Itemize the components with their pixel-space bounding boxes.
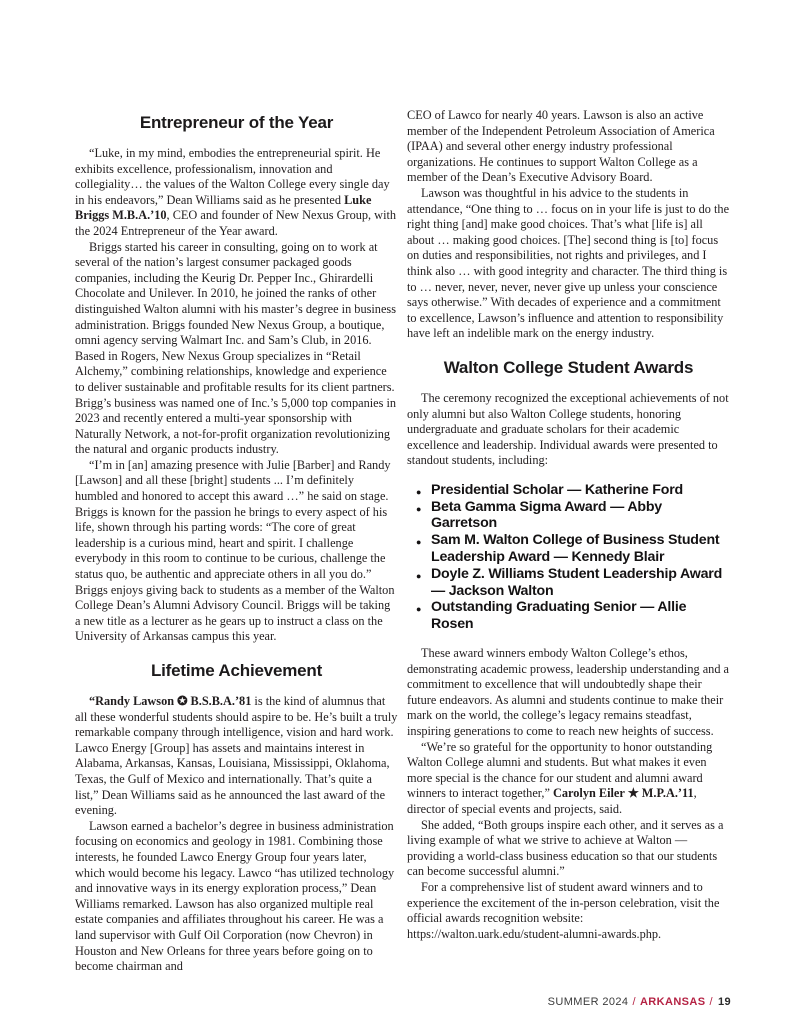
paragraph (407, 391, 730, 469)
text-run: Lawson earned a bachelor’s degree in business administration focusing on economics and geology in 1981. Combining those interests, he founded Lawco Energy Group four years later, which would become his legacy. Lawco “has utilized technology and innovative ways in its energy exploration process,” Dean Williams remarked. Lawson has also organized multiple real estate companies and affiliates throughout his career. He was a land supervisor with Gulf Oil Corporation (now Chevron) in Houston and New Orleans for three years before going on to become chairman and (75, 818, 395, 974)
paragraph (407, 186, 730, 342)
text-run: The ceremony recognized the exceptional achievements of not only alumni but also Walton College students, honoring undergraduate and graduate scholars for their academic excellence and leadership. Individual awards were presented to standout students, including: (407, 390, 729, 468)
paragraph (75, 694, 398, 819)
text-run: “I’m in [an] amazing presence with Julie [Barber] and Randy [Lawson] and all these [bright] students ... I’m definitely humbled and honored to accept this award …” he said on stage. Briggs is known for the passion he brings to every aspect of his life, shown through his parting words: “The core of great leadership is a curious mind, heart and spirit. I challenge everybody in this room to continue to be curious, challenge the status quo, be authentic and appreciate others in all you do.” Briggs enjoys giving back to students as a member of the Walton College Dean’s Alumni Advisory Council. Briggs will be taking a new title as a lecturer as he gears up to instruct a class on the University of Arkansas campus this year. (75, 457, 395, 644)
text-run: B.S.B.A.’81 (187, 694, 252, 708)
text-run: “We’re so grateful for the opportunity to honor outstanding Walton College alumni and students. But what makes it even more special is the chance for our student and alumni award winners to interact together,” (407, 739, 713, 801)
column-right (407, 108, 730, 975)
text-run: “Randy Lawson (89, 694, 178, 708)
paragraph (407, 740, 730, 818)
award-list-item: ● Beta Gamma Sigma Award — Abby Garretson (431, 499, 730, 533)
paragraph (407, 818, 730, 880)
footer-page-number: 19 (717, 996, 731, 1008)
column-left (75, 108, 398, 975)
award-list-item: ● Doyle Z. Williams Student Leadership Award — Jackson Walton (431, 566, 730, 600)
footer-separator: / (632, 996, 636, 1008)
award-list-item: ● Presidential Scholar — Katherine Ford (431, 482, 730, 499)
circled-star-icon: ✪ (177, 694, 188, 708)
paragraph (75, 458, 398, 645)
footer-magazine-title: ARKANSAS (639, 996, 706, 1008)
section-heading: Lifetime Achievement (150, 661, 323, 680)
award-list (407, 482, 730, 633)
award-list-item: ● Outstanding Graduating Senior — Allie Rosen (431, 599, 730, 633)
paragraph (75, 819, 398, 975)
section-heading: Entrepreneur of the Year (139, 113, 334, 132)
paragraph (75, 240, 398, 458)
text-run: Lawson was thoughtful in his advice to the students in attendance, “One thing to … focus on in your life is just to do the right thing [and] make good choices. That’s what [life is] all about … making good choices. [The] second thing is [to] focus on duties and responsibilities, not rights and privileges, and I think also … with good integrity and character. The third thing is to … never, never, never, never give up unless your conscience says otherwise.” With decades of experience and a commitment to excellence, Lawson’s influence and attention to responsibility have left an indelible mark on the energy industry. (407, 185, 730, 341)
magazine-page-body (75, 108, 730, 975)
text-run: Briggs started his career in consulting, going on to work at several of the nation’s largest consumer packaged goods companies, including the Keurig Dr. Pepper Inc., Ghirardelli Chocolate and Unilever. In 2010, he joined the ranks of other distinguished Walton alumni with his master’s degree in business administration. Briggs founded New Nexus Group, a boutique, omni agency serving Walmart Inc. and Sam’s Club, in 2016. Based in Rogers, New Nexus Group specializes in “Retail Alchemy,” combining relationships, knowledge and experience to deliver sustainable and profitable results for its client partners. Brigg’s business was named one of Inc.’s 5,000 top companies in 2023 and recently entered a multi-year sponsorship with Naturally Network, a not-for-profit organization revolutionizing the natural and organic products industry. (75, 239, 397, 457)
text-run: Luke Briggs M.B.A.’10 (75, 192, 372, 223)
text-run: For a comprehensive list of student award winners and to experience the excitement of the in-person celebration, visit the official awards recognition website: https://walton.uark.edu/student-alumni-awards.php. (407, 879, 720, 941)
text-run: These award winners embody Walton College’s ethos, demonstrating academic prowess, leadership understanding and a commitment to excellence that will undoubtedly shape their future endeavors. As alumni and students continue to make their mark on the world, the college’s legacy remains steadfast, inspiring generations to come to reach new heights of success. (407, 646, 730, 739)
star-icon: ★ (627, 786, 639, 801)
footer-issue: SUMMER 2024 (547, 996, 629, 1008)
text-run: She added, “Both groups inspire each other, and it serves as a living example of what we strive to achieve at Walton — providing a world-class business education so that our students can become successful alumni.” (407, 817, 724, 879)
page-footer (548, 996, 731, 1008)
text-run: M.P.A.’11 (638, 786, 694, 801)
text-run: , director of special events and projects, said. (407, 786, 697, 816)
paragraph (407, 108, 730, 186)
paragraph (75, 146, 398, 240)
text-run: Carolyn Eiler (553, 786, 628, 801)
award-list-item: ● Sam M. Walton College of Business Student Leadership Award — Kennedy Blair (431, 532, 730, 566)
paragraph (407, 646, 730, 740)
paragraph (407, 880, 730, 942)
text-run: “Luke, in my mind, embodies the entrepreneurial spirit. He exhibits excellence, professionalism, innovation and collegiality… the values of the Walton College every single day in his endeavors,” Dean Williams said as he presented (75, 146, 390, 207)
footer-separator: / (709, 996, 713, 1008)
text-run: CEO of Lawco for nearly 40 years. Lawson is also an active member of the Independent Petroleum Association of America (IPAA) and several other energy industry professional organizations. He continues to support Walton College as a member of the Dean’s Executive Advisory Board. (407, 108, 715, 185)
section-heading: Walton College Student Awards (443, 357, 694, 377)
text-run: , CEO and founder of New Nexus Group, with the 2024 Entrepreneur of the Year award. (75, 208, 397, 238)
text-run: is the kind of alumnus that all these wonderful students should aspire to be. He’s built a truly remarkable company through intelligence, vision and hard work. Lawco Energy [Group] has assets and maintains interest in Alabama, Arkansas, Kansas, Louisiana, Mississippi, Oklahoma, Texas, the Gulf of Mexico and internationally. That’s quite a list,” Dean Williams said as he announced the last award of the evening. (75, 694, 398, 818)
